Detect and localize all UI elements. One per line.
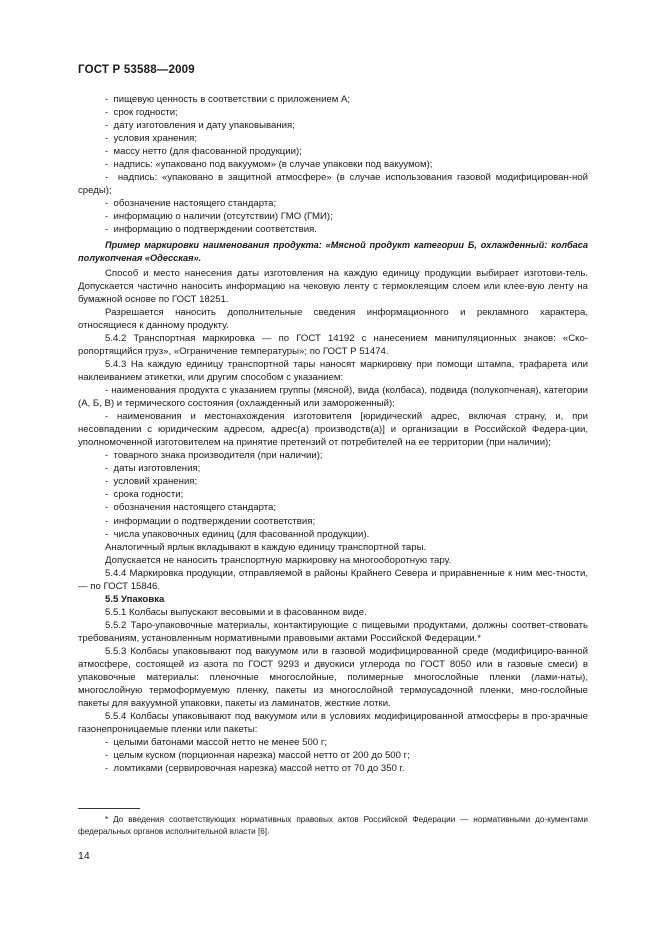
document-body bbox=[78, 93, 588, 775]
list-item: - условия хранения; bbox=[78, 132, 588, 145]
paragraph-5-5-3: 5.5.3 Колбасы упаковывают под вакуумом или в газовой модифицированной среде (модифициро-ванной атмосфере, состоящей из азота по ГОСТ 9293 и двуокиси углерода по ГОСТ 8050 или в газовые смеси) в упаковочные материалы: пленочные многослойные, полимерные многослойные пленки (лами-наты), многослойную термоформуемую пленку, пакеты из многослойной термоусадочной пленки, мно-гослойные пакеты для вакуумной упаковки, пакеты из ламинатов, жесткие лотки. bbox=[78, 645, 588, 710]
paragraph: Способ и место нанесения даты изготовления на каждую единицу продукции выбирает изготови-тель. Допускается частично наносить информацию на чековую ленту с термоклеящим слоем или клее-вую ленту на бумажной основе по ГОСТ 18251. bbox=[78, 267, 588, 305]
list-item: - надпись: «упаковано в защитной атмосфере» (в случае использования газовой модифицирован-ной среды); bbox=[78, 171, 588, 197]
list-item: - пищевую ценность в соответствии с приложением А; bbox=[78, 93, 588, 106]
footnote-divider bbox=[78, 808, 140, 809]
list-item: - массу нетто (для фасованной продукции); bbox=[78, 145, 588, 158]
paragraph-5-4-2: 5.4.2 Транспортная маркировка — по ГОСТ 14192 с нанесением манипуляционных знаков: «Ско-ропортящийся груз», «Ограничение температуры»; по ГОСТ Р 51474. bbox=[78, 332, 588, 357]
list-item: - целым куском (порционная нарезка) массой нетто от 200 до 500 г; bbox=[78, 749, 588, 762]
list-item: - числа упаковочных единиц (для фасованной продукции). bbox=[78, 528, 588, 541]
paragraph-item: - наименования продукта с указанием группы (мясной), вида (колбаса), подвида (полукопченая), категории (А, Б, В) и термического состояния (охлажденный или замороженный); bbox=[78, 385, 588, 410]
page-number: 14 bbox=[78, 850, 90, 862]
list-item: - информации о подтверждении соответствия; bbox=[78, 515, 588, 528]
paragraph-5-5-2: 5.5.2 Таро-упаковочные материалы, контактирующие с пищевыми продуктами, должны соответ-ствовать требованиям, установленным нормативными правовыми актами Российской Федерации.* bbox=[78, 619, 588, 644]
list-item: - информацию о наличии (отсутствии) ГМО (ГМИ); bbox=[78, 210, 588, 223]
list-item: - срок годности; bbox=[78, 106, 588, 119]
example-note: Пример маркировки наименования продукта: «Мясной продукт категории Б, охлажденный: колбаса полукопченая «Одесская». bbox=[78, 239, 588, 263]
document-header: ГОСТ Р 53588—2009 bbox=[78, 64, 195, 76]
paragraph-item: - наименования и местонахождения изготовителя [юридический адрес, включая страну, и, при несовпадении с юридическим адресом, адрес(а) производств(а)] и организации в Российской Федера-ции, уполномоченной изготовителем на принятие претензий от потребителей на ее территории (при наличии); bbox=[78, 411, 588, 449]
section-heading: 5.5 Упаковка bbox=[105, 593, 165, 605]
list-item: - даты изготовления; bbox=[78, 462, 588, 475]
paragraph-5-4-4: 5.4.4 Маркировка продукции, отправляемой в районы Крайнего Севера и приравненные к ним мес-тности, — по ГОСТ 15846. bbox=[78, 567, 588, 592]
list-item: - обозначение настоящего стандарта; bbox=[78, 197, 588, 210]
list-item: - информацию о подтверждении соответствия. bbox=[78, 223, 588, 236]
list-item: - срока годности; bbox=[78, 488, 588, 501]
list-item: - надпись: «упаковано под вакуумом» (в случае упаковки под вакуумом); bbox=[78, 158, 588, 171]
list-item: - условий хранения; bbox=[78, 475, 588, 488]
paragraph-5-5-4: 5.5.4 Колбасы упаковывают под вакуумом или в условиях модифицированной атмосферы в про-зрачные газонепроницаемые пленки или пакеты: bbox=[78, 711, 588, 736]
list-item: - дату изготовления и дату упаковывания; bbox=[78, 119, 588, 132]
list-item: - товарного знака производителя (при наличии); bbox=[78, 449, 588, 462]
paragraph: Разрешается наносить дополнительные сведения информационного и рекламного характера, относящиеся к данному продукту. bbox=[78, 306, 588, 331]
paragraph-5-4-3: 5.4.3 На каждую единицу транспортной тары наносят маркировку при помощи штампа, трафарета или наклеиванием этикетки, или другим способом с указанием: bbox=[78, 358, 588, 383]
list-item: - ломтиками (сервировочная нарезка) массой нетто от 70 до 350 г. bbox=[78, 762, 588, 775]
paragraph: Допускается не наносить транспортную маркировку на многооборотную тару. bbox=[105, 554, 452, 566]
list-item: - целыми батонами массой нетто не менее 500 г; bbox=[78, 736, 588, 749]
paragraph-5-5-1: 5.5.1 Колбасы выпускают весовыми и в фасованном виде. bbox=[105, 606, 367, 618]
footnote-text: * До введения соответствующих нормативных правовых актов Российской Федерации — нормативными до-кументами федеральных органов исполнительной власти [6]. bbox=[78, 815, 588, 836]
list-item: - обозначения настоящего стандарта; bbox=[78, 501, 588, 514]
footnote bbox=[78, 814, 588, 838]
paragraph: Аналогичный ярлык вкладывают в каждую единицу транспортной тары. bbox=[105, 541, 427, 553]
